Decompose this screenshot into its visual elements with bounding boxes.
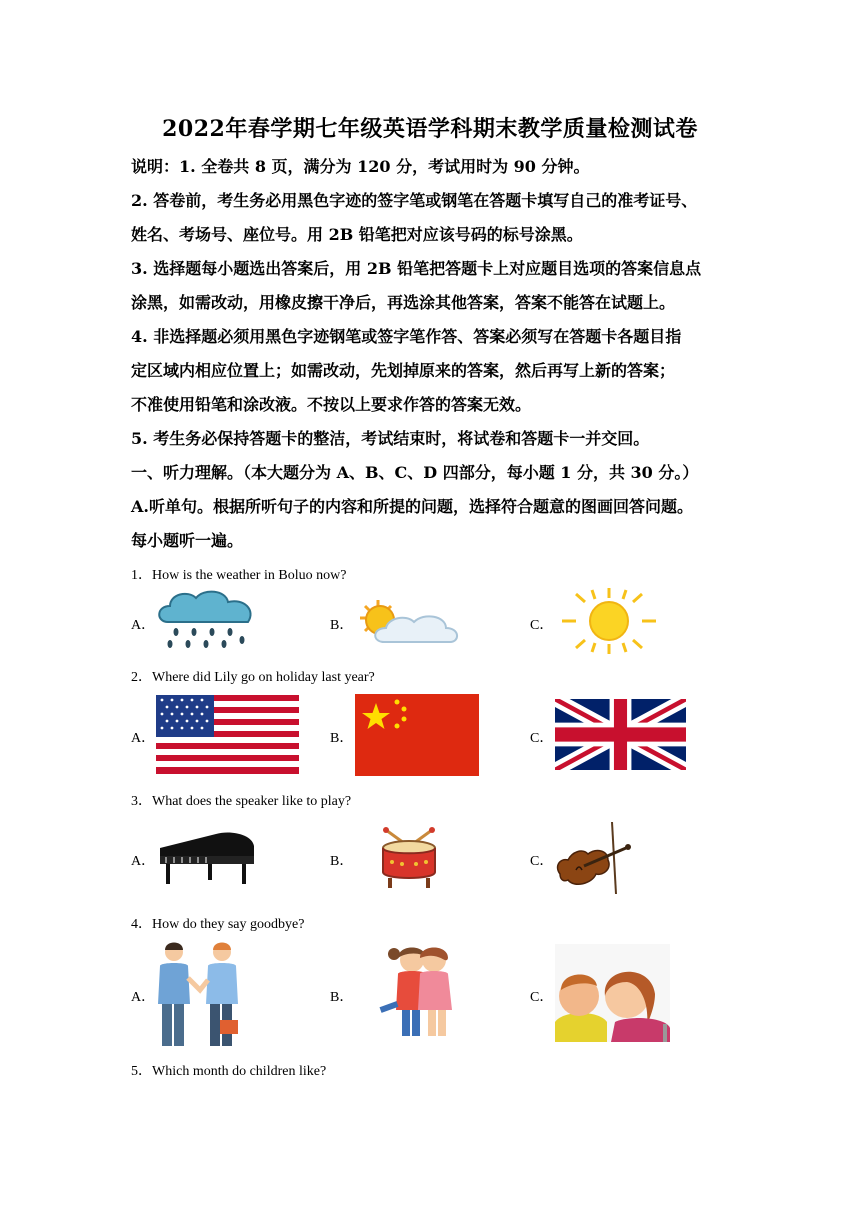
exam-title: 2022年春学期七年级英语学科期末教学质量检测试卷 [162, 116, 698, 142]
option-a-label: A． [131, 731, 156, 746]
handshake-icon [152, 938, 244, 1050]
violin-icon [554, 818, 640, 898]
instruction-line: 4. 非选择题必须用黑色字迹钢笔或签字笔作答、答案必须写在答题卡各题目指 [131, 327, 682, 346]
china-flag-icon [355, 694, 479, 776]
hug-icon [376, 940, 468, 1044]
option-a-label: A． [131, 618, 156, 633]
sun-behind-cloud-icon [354, 598, 462, 646]
option-b-label: B． [330, 731, 354, 746]
instruction-line: 5. 考生务必保持答题卡的整洁，考试结束时，将试卷和答题卡一并交回。 [131, 429, 650, 448]
option-b-label: B． [330, 618, 354, 633]
part-a-heading: A.听单句。根据所听句子的内容和所提的问题，选择符合题意的图画回答问题。 [131, 497, 693, 516]
instruction-line: 涂黑，如需改动，用橡皮擦干净后，再选涂其他答案，答案不能答在试题上。 [131, 293, 676, 312]
question-4: 4．How do they say goodbye? [131, 917, 305, 932]
option-a-label: A． [131, 854, 156, 869]
instruction-line: 2. 答卷前，考生务必用黑色字迹的签字笔或钢笔在答题卡填写自己的准考证号、 [131, 191, 698, 210]
rain-cloud-icon [154, 588, 260, 650]
section-heading: 一、听力理解。（本大题分为 A、B、C、D 四部分，每小题 1 分，共 30 分。） [131, 463, 699, 482]
question-2: 2．Where did Lily go on holiday last year? [131, 670, 375, 685]
kiss-icon [555, 944, 670, 1042]
option-c-label: C． [530, 990, 554, 1005]
option-a-label: A． [131, 990, 156, 1005]
sun-icon [554, 586, 664, 656]
question-5: 5．Which month do children like? [131, 1064, 327, 1079]
option-b-label: B． [330, 990, 354, 1005]
instruction-line: 姓名、考场号、座位号。用 2B 铅笔把对应该号码的标号涂黑。 [131, 225, 583, 244]
instruction-line: 不准使用铅笔和涂改液。不按以上要求作答的答案无效。 [131, 395, 532, 414]
piano-icon [156, 828, 258, 886]
instruction-line: 定区域内相应位置上；如需改动，先划掉原来的答案，然后再写上新的答案； [131, 361, 676, 380]
option-c-label: C． [530, 731, 554, 746]
uk-flag-icon [555, 699, 686, 770]
instruction-line: 3. 选择题每小题选出答案后，用 2B 铅笔把答题卡上对应题目选项的答案信息点 [131, 259, 702, 278]
option-c-label: C． [530, 618, 554, 633]
question-3: 3．What does the speaker like to play? [131, 794, 352, 809]
part-a-heading: 每小题听一遍。 [131, 531, 244, 550]
instruction-line: 说明：1. 全卷共 8 页，满分为 120 分，考试用时为 90 分钟。 [131, 157, 590, 176]
drum-icon [378, 826, 440, 890]
question-1: 1．How is the weather in Boluo now? [131, 568, 347, 583]
option-b-label: B． [330, 854, 354, 869]
option-c-label: C． [530, 854, 554, 869]
us-flag-icon [156, 695, 299, 774]
instructions [131, 150, 741, 558]
